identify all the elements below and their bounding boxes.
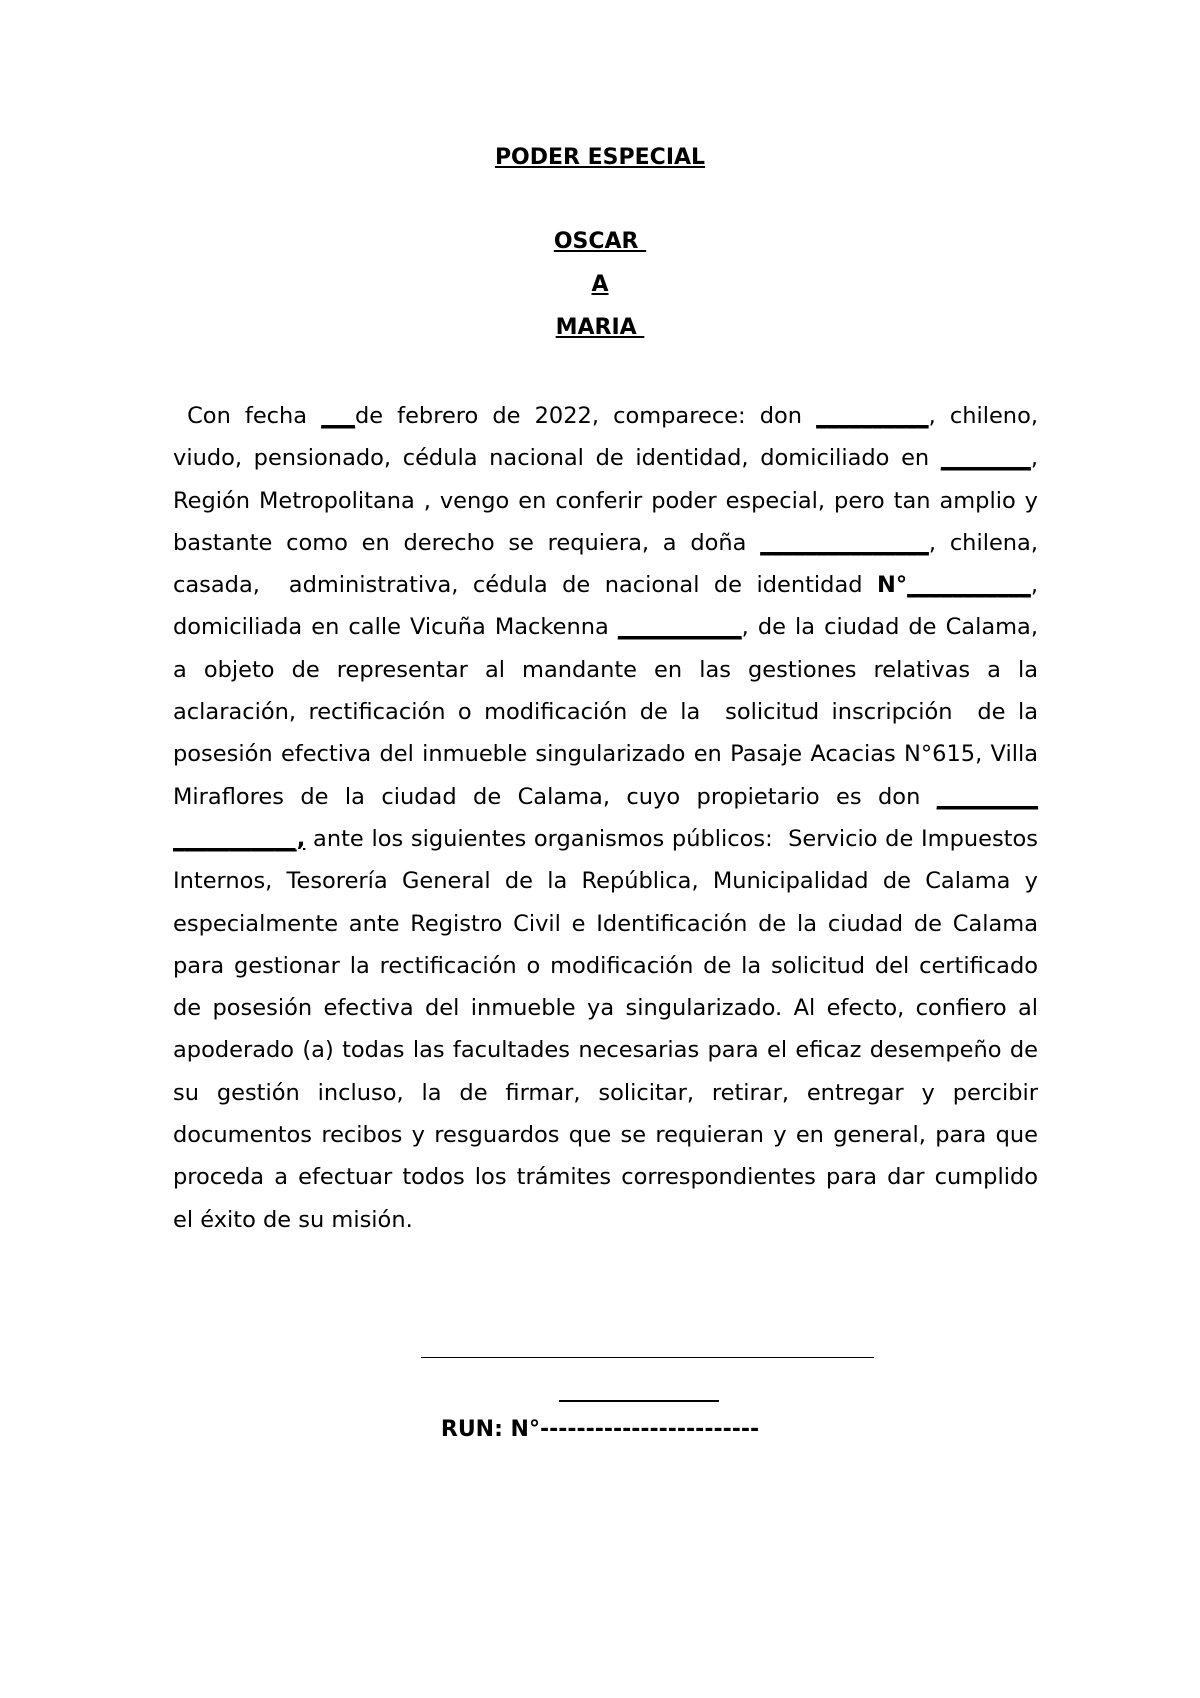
body-text-run bbox=[1038, 784, 1045, 810]
grantee-name: MARIA bbox=[555, 315, 645, 340]
blank-field: _________ bbox=[936, 783, 1038, 810]
body-text-run: , de la ciudad de Calama, a objeto de representar al mandante en las gestiones relativas a la aclaración, rectificación o modificación de la solicitud inscripción de la posesión efectiva del inmueble singularizado en Pasaje Acacias N°615, Villa Miraflores de la ciudad de Calama, cuyo propietario es don bbox=[173, 614, 1046, 810]
body-text-run: , chileno, viudo, pensionado, cédula nacional de identidad, domiciliado en bbox=[173, 403, 1046, 472]
grantor-name: OSCAR bbox=[553, 229, 647, 254]
blank-field: __________ bbox=[816, 403, 929, 429]
body-text-run: ante los siguientes organismos públicos: Servicio de Impuestos Internos, Tesorería General de la República, Municipalidad de Calama y especialmente ante Registro Civil e Identificación de la ciudad de Calama para gestionar la rectificación o modificación de la solicitud del certificado de posesión efectiva del inmueble ya singularizado. Al efecto, confiero al apoderado (a) todas las facultades necesarias para el eficaz desempeño de su gestión incluso, la de firmar, solicitar, retirar, entregar y percibir documentos recibos y resguardos que se requieran y en general, para que proceda a efectuar todos los trámites correspondientes para dar cumplido el éxito de su misión. bbox=[173, 825, 1046, 1233]
blank-field: _______________ bbox=[760, 529, 929, 556]
blank-field: ___________ bbox=[617, 614, 742, 641]
blank-field: ________ bbox=[940, 445, 1031, 472]
body-paragraph bbox=[173, 395, 1046, 1241]
blank-field: ___ bbox=[321, 403, 355, 429]
connector-text: A bbox=[591, 272, 609, 297]
body-text-run: , Región Metropolitana , vengo en conferir poder especial, pero tan amplio y bastante como en derecho se requiera, a doña bbox=[173, 445, 1046, 556]
body-text-run: Con fecha bbox=[173, 403, 322, 429]
blank-field: ___________, bbox=[173, 825, 306, 852]
body-text-run: de febrero de 2022, comparece: don bbox=[354, 403, 817, 429]
body-text-run: , chilena, casada, administrativa, cédula de nacional de identidad bbox=[173, 529, 1046, 599]
blank-field: ___________ bbox=[907, 572, 1031, 599]
signature-line bbox=[421, 1357, 874, 1358]
run-field: RUN: N°------------------------ bbox=[440, 1417, 760, 1442]
blank-field: N° bbox=[877, 572, 908, 599]
body-text-run: , domiciliada en calle Vicuña Mackenna bbox=[173, 572, 1046, 641]
document-title: PODER ESPECIAL bbox=[494, 145, 706, 170]
name-line bbox=[559, 1400, 719, 1402]
